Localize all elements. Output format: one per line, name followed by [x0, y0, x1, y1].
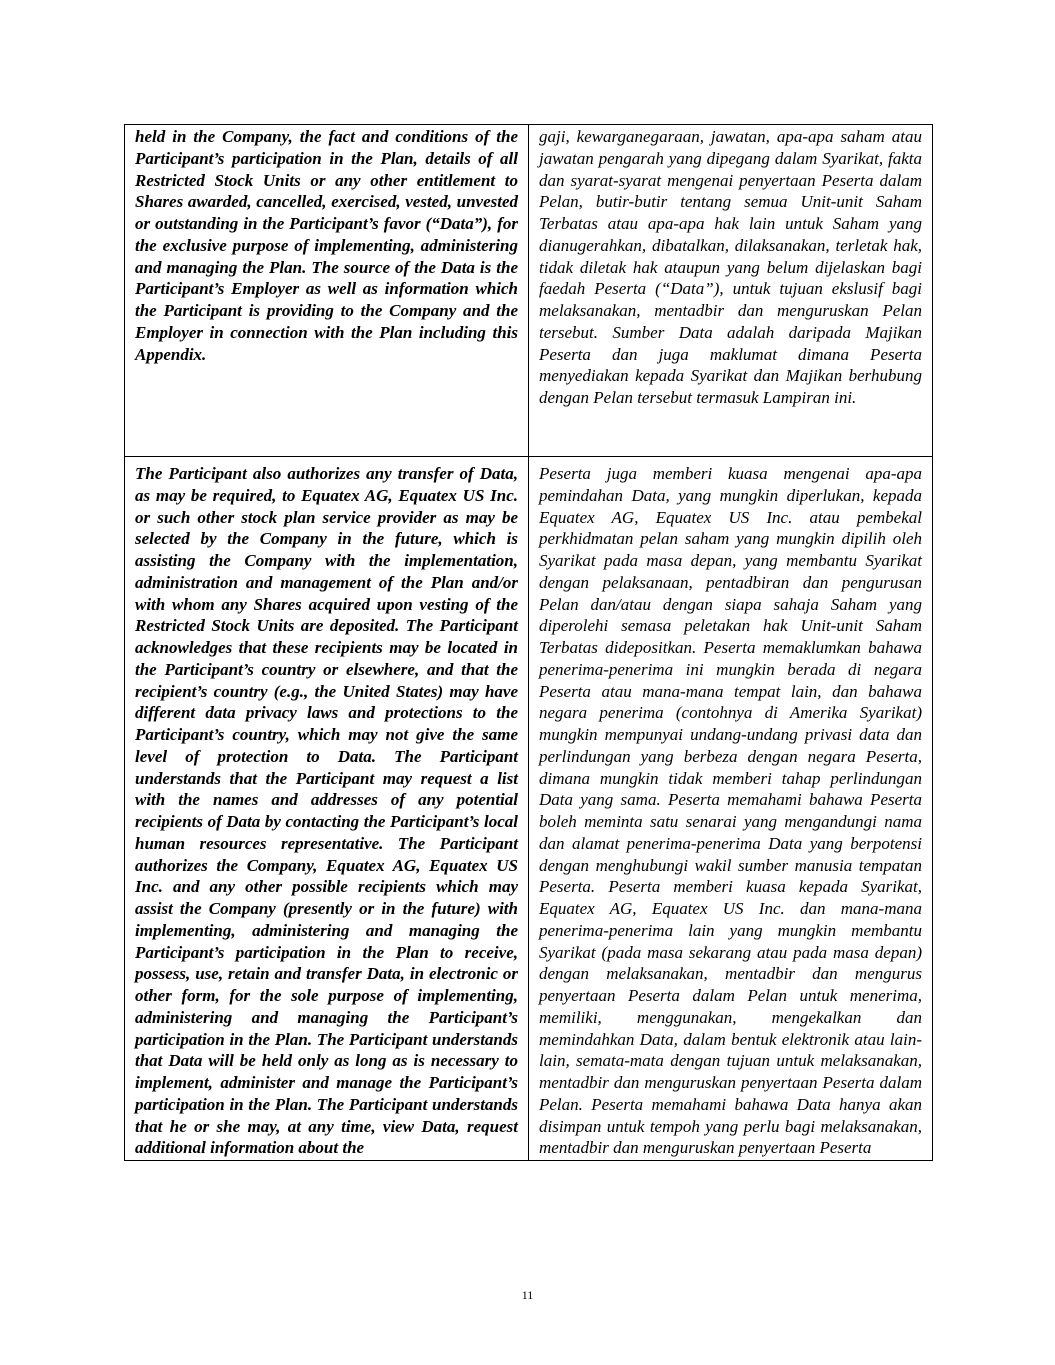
page-number: 11: [521, 1288, 534, 1302]
table-row: [125, 125, 933, 457]
malay-paragraph: gaji, kewarganegaraan, jawatan, apa-apa saham atau jawatan pengarah yang dipegang dalam Syarikat, fakta dan syarat-syarat mengenai penyertaan Peserta dalam Pelan, butir-butir tentang semua Unit-unit Saham Terbatas atau apa-apa hak lain untuk Saham yang dianugerahkan, dibatalkan, dilaksanakan, terletak hak, tidak diletak hak ataupun yang belum dijelaskan bagi faedah Peserta (“Data”), untuk tujuan ekslusif bagi melaksanakan, mentadbir dan menguruskan Pelan tersebut. Sumber Data adalah daripada Majikan Peserta dan juga maklumat dimana Peserta menyediakan kepada Syarikat dan Majikan berhubung dengan Pelan tersebut termasuk Lampiran ini.: [529, 125, 933, 457]
table-row: [125, 457, 933, 1161]
malay-paragraph: Peserta juga memberi kuasa mengenai apa-apa pemindahan Data, yang mungkin diperlukan, kepada Equatex AG, Equatex US Inc. atau pembekal perkhidmatan pelan saham yang mungkin dipilih oleh Syarikat pada masa depan, yang membantu Syarikat dengan pelaksanaan, pentadbiran dan pengurusan Pelan dan/atau dengan siapa sahaja Saham yang diperolehi semasa peletakan hak Unit-unit Saham Terbatas didepositkan. Peserta memaklumkan bahawa penerima-penerima ini mungkin berada di negara Peserta atau mana-mana tempat lain, dan bahawa negara penerima (contohnya di Amerika Syarikat) mungkin mempunyai undang-undang privasi data dan perlindungan yang berbeza dengan negara Peserta, dimana mungkin tidak memberi tahap perlindungan Data yang sama. Peserta memahami bahawa Peserta boleh meminta satu senarai yang mengandungi nama dan alamat penerima-penerima Data yang berpotensi dengan menghubungi wakil sumber manusia tempatan Peserta. Peserta memberi kuasa kepada Syarikat, Equatex AG, Equatex US Inc. dan mana-mana penerima-penerima lain yang mungkin membantu Syarikat (pada masa sekarang atau pada masa depan) dengan melaksanakan, mentadbir dan mengurus penyertaan Peserta dalam Pelan untuk menerima, memiliki, menggunakan, mengekalkan dan memindahkan Data, dalam bentuk elektronik atau lain-lain, semata-mata dengan tujuan untuk melaksanakan, mentadbir dan menguruskan penyertaan Peserta dalam Pelan. Peserta memahami bahawa Data hanya akan disimpan untuk tempoh yang perlu bagi melaksanakan, mentadbir dan menguruskan penyertaan Peserta: [529, 457, 933, 1161]
bilingual-text-table: [124, 124, 933, 1161]
english-paragraph: The Participant also authorizes any transfer of Data, as may be required, to Equatex AG, Equatex US Inc. or such other stock plan service provider as may be selected by the Company in the future, which is assisting the Company with the implementation, administration and management of the Plan and/or with whom any Shares acquired upon vesting of the Restricted Stock Units are deposited. The Participant acknowledges that these recipients may be located in the Participant’s country or elsewhere, and that the recipient’s country (e.g., the United States) may have different data privacy laws and protections to the Participant’s country, which may not give the same level of protection to Data. The Participant understands that the Participant may request a list with the names and addresses of any potential recipients of Data by contacting the Participant’s local human resources representative. The Participant authorizes the Company, Equatex AG, Equatex US Inc. and any other possible recipients which may assist the Company (presently or in the future) with implementing, administering and managing the Participant’s participation in the Plan to receive, possess, use, retain and transfer Data, in electronic or other form, for the sole purpose of implementing, administering and managing the Participant’s participation in the Plan. The Participant understands that Data will be held only as long as is necessary to implement, administer and manage the Participant’s participation in the Plan. The Participant understands that he or she may, at any time, view Data, request additional information about the: [125, 457, 529, 1161]
english-paragraph: held in the Company, the fact and conditions of the Participant’s participation in the Plan, details of all Restricted Stock Units or any other entitlement to Shares awarded, cancelled, exercised, vested, unvested or outstanding in the Participant’s favor (“Data”), for the exclusive purpose of implementing, administering and managing the Plan. The source of the Data is the Participant’s Employer as well as information which the Participant is providing to the Company and the Employer in connection with the Plan including this Appendix.: [125, 125, 529, 457]
